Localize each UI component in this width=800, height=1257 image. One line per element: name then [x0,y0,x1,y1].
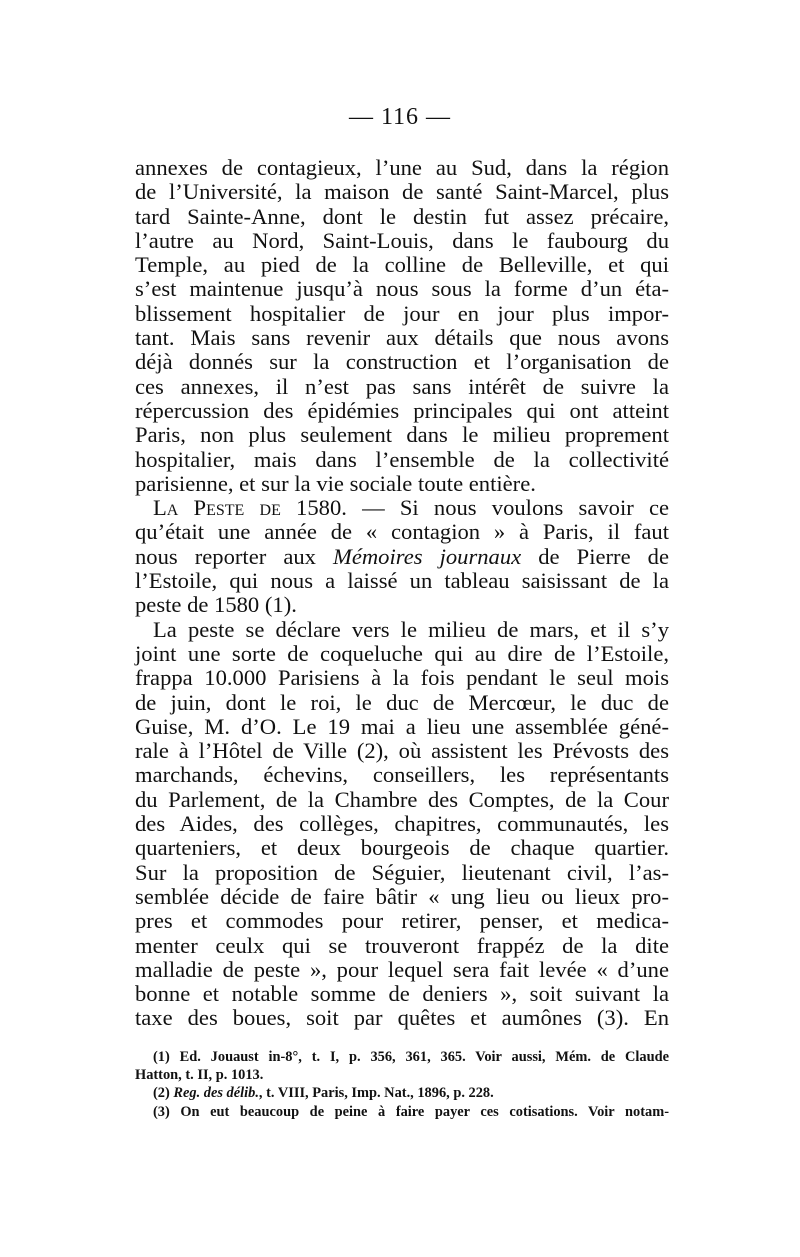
text-line: marchands, échevins, conseillers, les représentants [135,762,669,788]
text-line: qu’était une année de « contagion » à Paris, il faut [135,519,669,545]
text-line: Guise, M. d’O. Le 19 mai a lieu une assemblée géné- [135,713,669,739]
section-heading: La Peste de 1580. [153,495,347,521]
footnotes [135,1048,669,1121]
text-line: bonne et notable somme de deniers », soit suivant la [135,981,669,1007]
text-line: Paris, non plus seulement dans le milieu proprement [135,422,669,448]
text-line: tard Sainte-Anne, dont le destin fut assez précaire, [135,203,669,229]
text-line: annexes de contagieux, l’une au Sud, dans la région [135,155,669,180]
text-line: frappa 10.000 Parisiens à la fois pendant le seul mois [135,665,669,691]
text-line: quarteniers, et deux bourgeois de chaque quartier. [135,835,669,861]
text-line: l’Estoile, qui nous a laissé un tableau saisissant de la [135,568,669,594]
text-line: déjà donnés sur la construction et l’organisation de [135,349,669,375]
text-line: hospitalier, mais dans l’ensemble de la collectivité [135,446,669,472]
text-line: La peste se déclare vers le milieu de mars, et il s’y [153,616,669,642]
text-line: semblée décide de faire bâtir « ung lieu ou lieux pro- [135,883,669,909]
text-fragment: , t. VIII, Paris, Imp. Nat., 1896, p. 228. [258,1085,494,1102]
text-line: parisienne, et sur la vie sociale toute entière. [135,470,536,496]
text-line: du Parlement, de la Chambre des Comptes, de la Cour [135,786,669,812]
text-fragment: nous reporter aux [135,543,334,569]
work-title: Mémoires journaux [333,543,522,569]
footnote-3: (3) On eut beaucoup de peine à faire payer ces cotisations. Voir notam- [153,1103,669,1120]
footnote-title: Reg. des délib. [173,1085,259,1102]
text-line: de juin, dont le roi, le duc de Mercœur, le duc de [135,689,669,715]
footnote-1-continued: Hatton, t. II, p. 1013. [135,1067,264,1084]
text-line: des Aides, des collèges, chapitres, communautés, les [135,811,669,837]
text-line: de l’Université, la maison de santé Saint-Marcel, plus [135,179,669,205]
text-line: pres et commodes pour retirer, penser, et medica- [135,908,669,934]
text-line: malladie de peste », pour lequel sera fait levée « d’une [135,956,669,982]
text-line: tant. Mais sans revenir aux détails que nous avons [135,325,669,351]
text-fragment: (2) [153,1085,174,1102]
text-line: joint une sorte de coqueluche qui au dire de l’Estoile, [135,640,669,666]
section-heading-line [135,496,669,520]
text-line: ces annexes, il n’est pas sans intérêt de suivre la [135,373,669,399]
text-line: Temple, au pied de la colline de Belleville, et qui [135,252,669,278]
text-line: s’est maintenue jusqu’à nous sous la forme d’un éta- [135,276,669,302]
text-line: blissement hospitalier de jour en jour plus impor- [135,300,669,326]
text-line: peste de 1580 (1). [135,592,297,618]
text-fragment: de Pierre de [521,543,669,569]
text-line: taxe des boues, soit par quêtes et aumônes (3). En [135,1005,669,1031]
footnote-2 [135,1084,669,1102]
text-line [135,545,669,569]
text-line: l’autre au Nord, Saint-Louis, dans le faubourg du [135,227,669,253]
main-text [135,156,669,1031]
text-line: rale à l’Hôtel de Ville (2), où assistent les Prévosts des [135,738,669,764]
page-number: — 116 — [348,104,452,130]
text-line: Sur la proposition de Séguier, lieutenant civil, l’as- [135,859,669,885]
text-line: menter ceulx qui se trouveront frappéz de la dite [135,932,669,958]
text-line: répercussion des épidémies principales qui ont atteint [135,397,669,423]
text-fragment: — Si nous voulons savoir ce [346,495,669,521]
footnote-1: (1) Ed. Jouaust in-8°, t. I, p. 356, 361, 365. Voir aussi, Mém. de Claude [153,1049,669,1065]
